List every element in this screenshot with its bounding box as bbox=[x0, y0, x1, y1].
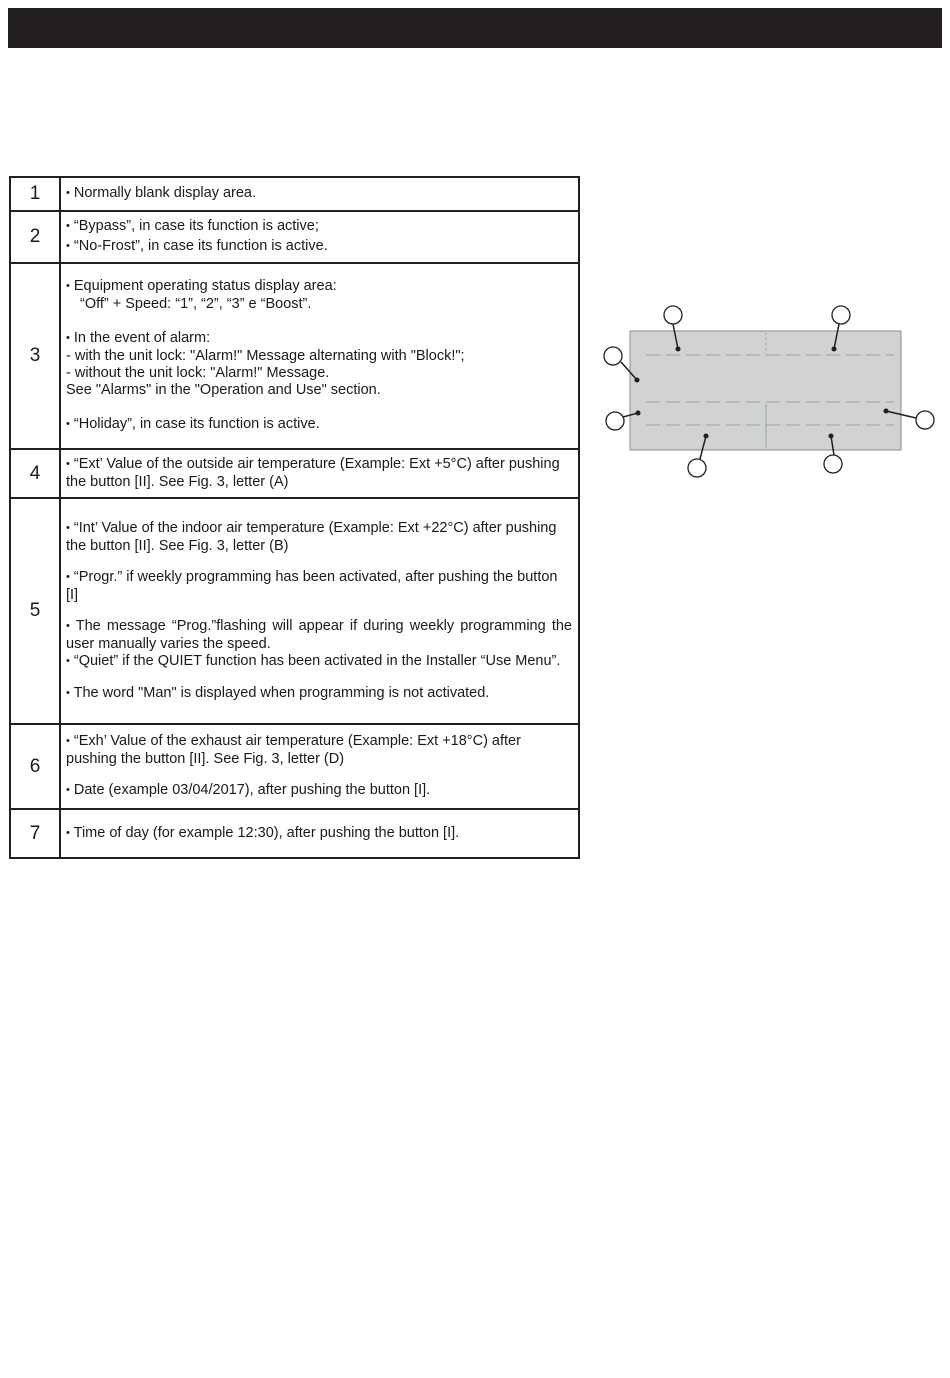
table-row-6 bbox=[10, 724, 579, 809]
row-description: • “Exh’ Value of the exhaust air temperature (Example: Ext +18°C) after pushing the button [II]. See Fig. 3, letter (D) • Date (example 03/04/2017), after pushing the button [I]. bbox=[60, 724, 579, 809]
table-row-2 bbox=[10, 211, 579, 263]
table-row-3 bbox=[10, 263, 579, 449]
bullet-icon: • bbox=[66, 332, 70, 344]
table-row-1 bbox=[10, 177, 579, 211]
bullet-icon: • bbox=[66, 458, 70, 470]
bullet-icon: • bbox=[66, 280, 70, 292]
row-description: • “Int’ Value of the indoor air temperature (Example: Ext +22°C) after pushing the button [II]. See Fig. 3, letter (B) • “Progr.” if weekly programming has been activated, after pushing the button [I] • The message “Prog.”flashing will appear if during weekly programming the user manually varies the speed. • “Quiet” if the QUIET function has been activated in the Installer “Use Menu”. • The word "Man" is displayed when programming is not activated. bbox=[60, 498, 579, 724]
row-description: • “Ext’ Value of the outside air temperature (Example: Ext +5°C) after pushing the button [II]. See Fig. 3, letter (A) bbox=[60, 449, 579, 498]
display-diagram bbox=[598, 300, 938, 485]
bullet-icon: • bbox=[66, 619, 70, 632]
row-number: 7 bbox=[10, 809, 60, 858]
bullet-icon: • bbox=[66, 654, 70, 667]
bullet-icon: • bbox=[66, 686, 70, 699]
header-bar bbox=[8, 8, 942, 48]
callout-marker bbox=[824, 455, 842, 473]
bullet-icon: • bbox=[66, 187, 70, 199]
row-description: • Time of day (for example 12:30), after pushing the button [I]. bbox=[60, 809, 579, 858]
bullet-icon: • bbox=[66, 418, 70, 430]
row-number: 4 bbox=[10, 449, 60, 498]
row-number: 2 bbox=[10, 211, 60, 263]
display-legend-table bbox=[9, 176, 580, 859]
callout-marker bbox=[688, 459, 706, 477]
table-row-5 bbox=[10, 498, 579, 724]
row-number: 5 bbox=[10, 498, 60, 724]
bullet-icon: • bbox=[66, 240, 70, 252]
bullet-icon: • bbox=[66, 570, 70, 583]
callout-marker bbox=[832, 306, 850, 324]
callout-marker bbox=[604, 347, 622, 365]
callout-marker bbox=[606, 412, 624, 430]
bullet-icon: • bbox=[66, 220, 70, 232]
display-panel bbox=[630, 331, 901, 450]
bullet-icon: • bbox=[66, 735, 70, 747]
bullet-icon: • bbox=[66, 521, 70, 534]
row-description: • Equipment operating status display area: “Off” + Speed: “1”, “2”, “3” e “Boost”. • In the event of alarm: - with the unit lock: "Alarm!" Message alternating with "Block!"; - without the unit lock: "Alarm!" Message. See "Alarms" in the "Operation and Use" section. • “Holiday”, in case its function is active. bbox=[60, 263, 579, 449]
bullet-icon: • bbox=[66, 826, 70, 839]
table-row-7 bbox=[10, 809, 579, 858]
callout-marker bbox=[916, 411, 934, 429]
row-number: 1 bbox=[10, 177, 60, 211]
table-row-4 bbox=[10, 449, 579, 498]
row-number: 6 bbox=[10, 724, 60, 809]
row-description: • Normally blank display area. bbox=[60, 177, 579, 211]
row-number: 3 bbox=[10, 263, 60, 449]
bullet-icon: • bbox=[66, 784, 70, 796]
row-description: • “Bypass”, in case its function is active; • “No-Frost”, in case its function is active. bbox=[60, 211, 579, 263]
callout-marker bbox=[664, 306, 682, 324]
